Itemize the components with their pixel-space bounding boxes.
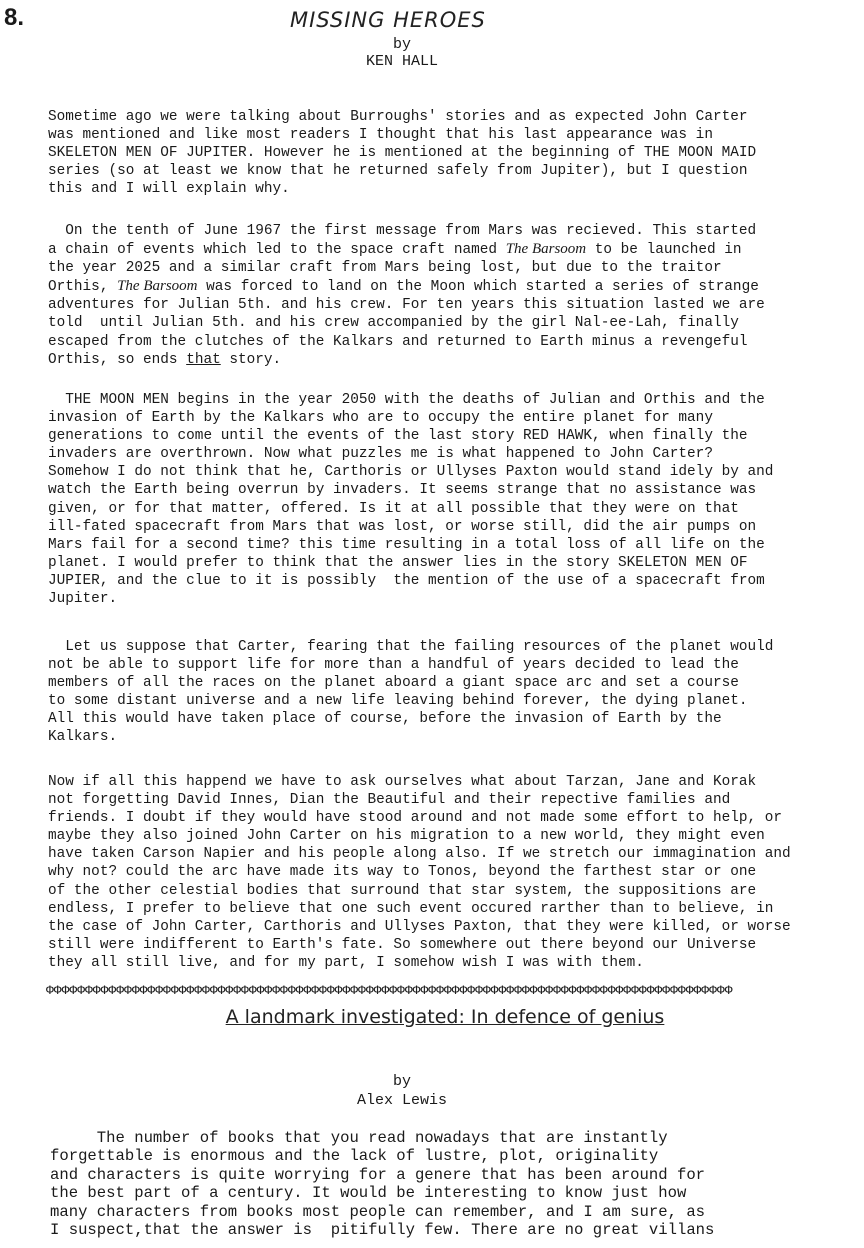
paragraph-3: THE MOON MEN begins in the year 2050 with the deaths of Julian and Orthis and the invasion of Earth by the Kalkars who are to occupy the entire planet for many generations to come until the events of the last story RED HAWK, when finally the invaders are overthrown. Now what puzzles me is what happened to John Carter? Somehow I do not think that he, Carthoris or Ullyses Paxton would stand idely by and watch the Earth being overrun by invaders. It seems strange that no assistance was given, or for that matter, offered. Is it at all possible that they were on that ill-fated spacecraft from Mars that was lost, or worse still, did the air pumps on Mars fail for a second time? this time resulting in a total loss of all life on the planet. I would prefer to think that the answer lies in the story SKELETON MEN OF JUPIER, and the clue to it is possibly the mention of the use of a spacecraft from Jupiter. <box>48 392 774 608</box>
paragraph-4: Let us suppose that Carter, fearing that the failing resources of the planet would not be able to support life for more than a handful of years decided to lead the members of all the races on the planet aboard a giant space arc and set a course to some distant universe and a new life leaving behind forever, the dying planet. All this would have taken place of course, before the invasion of Earth by the Kalkars. <box>48 639 774 746</box>
article-2-paragraph-1: The number of books that you read nowadays that are instantly forgettable is enormous and the lack of lustre, plot, originality and characters is quite worrying for a genere that has been around for the best part of a century. It would be interesting to know just how many characters from books most people can remember, and I am sure, as I suspect,that the answer is pitifully few. There are no great villans <box>50 1129 715 1240</box>
author-name-2: Alex Lewis <box>356 1092 447 1109</box>
author-name: KEN HALL <box>365 53 438 70</box>
paragraph-5: Now if all this happend we have to ask ourselves what about Tarzan, Jane and Korak not forgetting David Innes, Dian the Beautiful and their repective families and friends. I doubt if they would have stood around and not made some effort to help, or maybe they also joined John Carter on his migration to a new world, they might even have taken Carson Napier and his people along also. If we stretch our immagination and why not? could the arc have made its way to Tonos, beyond the farthest star or one of the other celestial bodies that surround that star system, the suppositions are endless, I prefer to believe that one such event occured rarther than to believe, in the case of John Carter, Carthoris and Ullyses Paxton, that they were killed, or worse still were indifferent to Earth's fate. So somewhere out there beyond our Universe they all still live, and for my part, I somehow wish I was with them. <box>48 774 791 971</box>
paragraph-2: On the tenth of June 1967 the first message from Mars was recieved. This started a chain of events which led to the space craft named The Barsoom to be launched in the year 2025 and a similar craft from Mars being lost, but due to the traitor Orthis, The Barsoom was forced to land on the Moon which started a series of strange adventures for Julian 5th. and his crew. For ten years this situation lasted we are told until Julian 5th. and his crew accompanied by the girl Nal-ee-Lah, finally escaped from the clutches of the Kalkars and returned to Earth minus a revengeful Orthis, so ends that story. <box>48 223 765 368</box>
section-divider: ΦΦΦΦΦΦΦΦΦΦΦΦΦΦΦΦΦΦΦΦΦΦΦΦΦΦΦΦΦΦΦΦΦΦΦΦΦΦΦΦΦΦΦΦΦΦΦΦΦΦΦΦΦΦΦΦΦΦΦΦΦΦΦΦΦΦΦΦΦΦΦΦΦΦΦΦΦΦΦΦΦΦΦΦΦΦΦΦ <box>46 983 733 998</box>
byline: by <box>392 36 411 53</box>
article-2-title: A landmark investigated: In defence of genius <box>225 1006 665 1028</box>
byline-2: by <box>392 1073 411 1090</box>
page-number: 8. <box>4 4 25 31</box>
article-title: MISSING HEROES <box>290 8 486 32</box>
paragraph-1: Sometime ago we were talking about Burroughs' stories and as expected John Carter was mentioned and like most readers I thought that his last appearance was in SKELETON MEN OF JUPITER. However he is mentioned at the beginning of THE MOON MAID series (so at least we know that he returned safely from Jupiter), but I question this and I will explain why. <box>48 109 757 198</box>
